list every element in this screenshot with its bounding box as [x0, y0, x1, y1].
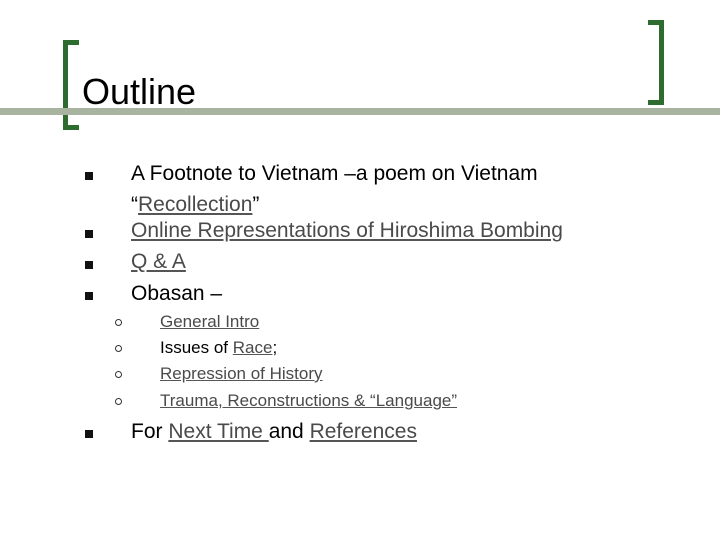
sub-bullet-circle-icon [115, 319, 122, 326]
qa-link[interactable]: Q & A [131, 250, 186, 273]
subitem-punct: ; [272, 338, 278, 357]
outline-item-hiroshima [131, 215, 563, 246]
bullet-square-icon [85, 292, 93, 300]
sub-bullet-circle-icon [115, 345, 122, 352]
race-link[interactable]: Race [232, 338, 273, 357]
quote-close: ” [252, 193, 260, 216]
subitem-general-intro [160, 309, 259, 335]
recollection-link[interactable]: Recollection [138, 193, 253, 216]
general-intro-link[interactable]: General Intro [160, 312, 260, 331]
repression-link[interactable]: Repression of History [160, 364, 323, 383]
bullet-square-icon [85, 172, 93, 180]
item-text: For [131, 420, 169, 443]
item-text: and [268, 420, 310, 443]
item-text: A Footnote to Vietnam –a poem on Vietnam [131, 162, 538, 185]
sub-bullet-circle-icon [115, 371, 122, 378]
outline-item-qa [131, 246, 186, 277]
references-link[interactable]: References [309, 420, 417, 443]
subitem-trauma [160, 388, 457, 414]
quote-open: “ [131, 193, 138, 216]
bullet-square-icon [85, 261, 93, 269]
outline-item-obasan: Obasan – [131, 282, 223, 305]
subitem-text: Issues of [160, 338, 233, 357]
sub-bullet-circle-icon [115, 398, 122, 405]
slide-title: Outline [82, 71, 197, 112]
outline-item-next-time [131, 416, 417, 447]
subitem-repression [160, 361, 323, 387]
bullet-square-icon [85, 430, 93, 438]
outline-item-footnote [131, 158, 538, 220]
next-time-link[interactable]: Next Time [168, 420, 269, 443]
hiroshima-link[interactable]: Online Representations of Hiroshima Bombing [131, 219, 563, 242]
subitem-race [160, 335, 277, 361]
trauma-link[interactable]: Trauma, Reconstructions & “Language” [160, 391, 458, 410]
bullet-square-icon [85, 230, 93, 238]
